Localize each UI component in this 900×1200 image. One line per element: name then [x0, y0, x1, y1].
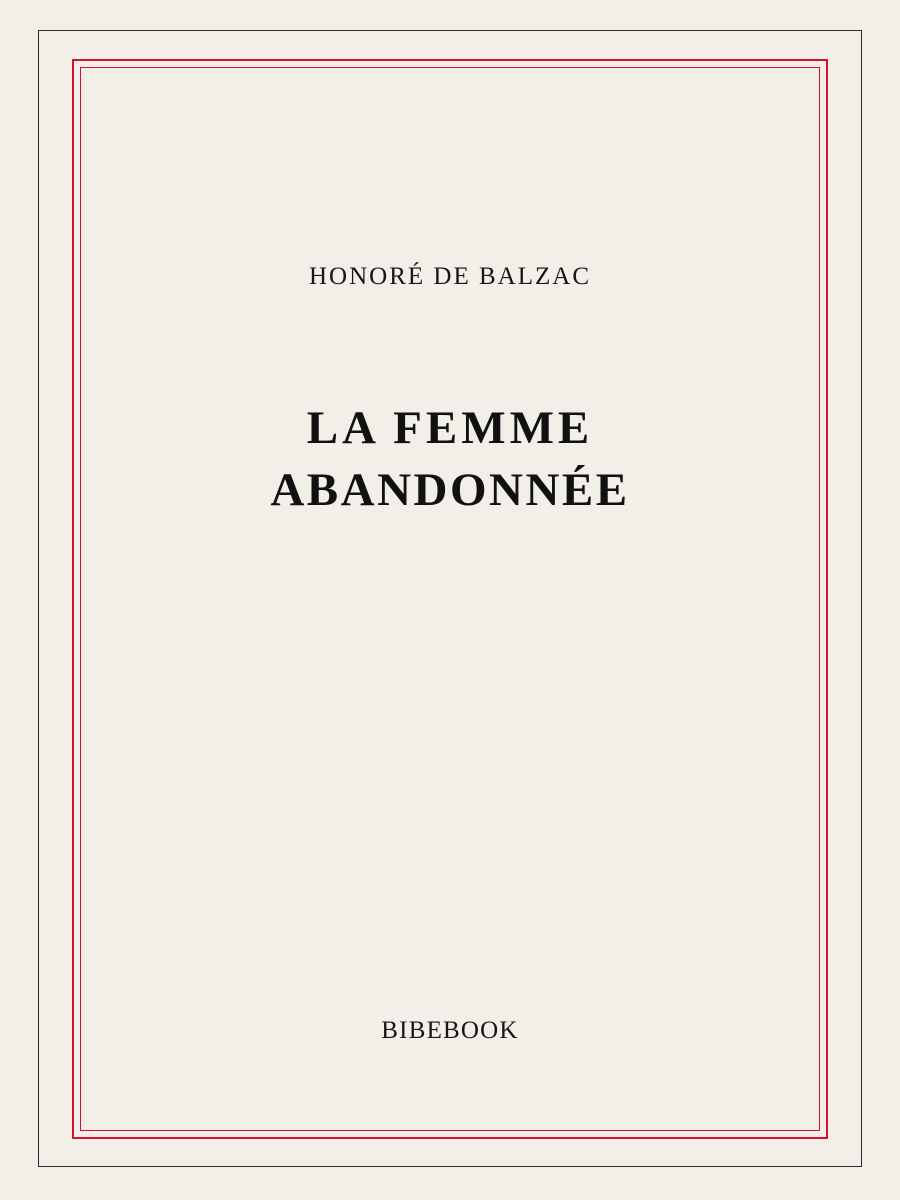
book-title-line-1: LA FEMME [306, 402, 594, 454]
author-name: HONORÉ DE BALZAC [309, 263, 591, 290]
book-title [80, 397, 820, 521]
cover-content [80, 67, 820, 1131]
book-title-line-2: ABANDONNÉE [270, 464, 630, 516]
publisher-name: BIBEBOOK [381, 1017, 519, 1044]
